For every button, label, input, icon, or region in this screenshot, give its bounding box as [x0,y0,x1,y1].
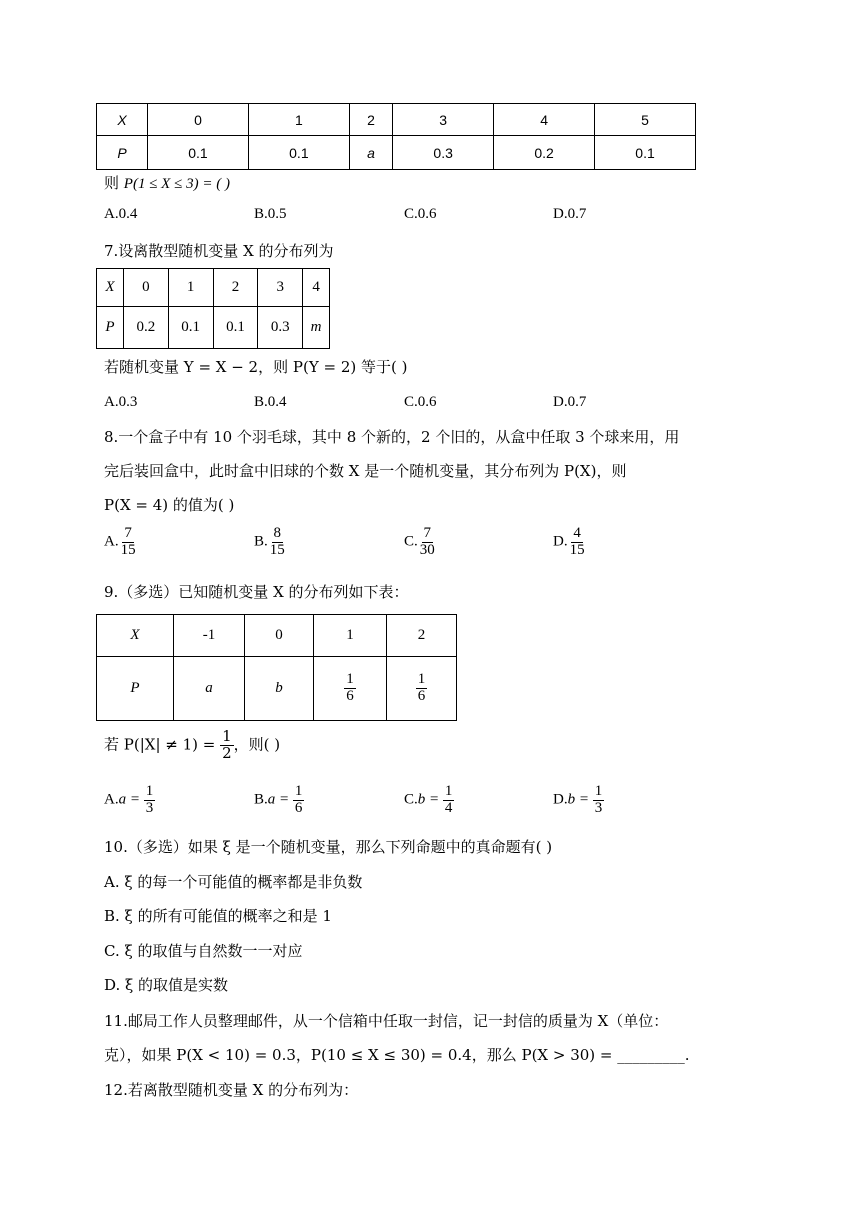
q7-question: 7.设离散型随机变量 X 的分布列为 [104,242,334,260]
numerator: 1 [417,671,426,688]
table3-cell: 0 [245,615,314,657]
table2-cell: 0 [124,269,169,307]
fraction [268,526,287,559]
denominator: 2 [222,743,232,762]
denominator: 6 [417,688,426,704]
q8-line-3: P(X = 4) 的值为( ) [104,496,235,514]
table3-cell: a [174,657,245,721]
numerator: 1 [444,783,453,799]
q8-line-1: 8.一个盒子中有 10 个羽毛球，其中 8 个新的，2 个旧的，从盒中任取 3 个球来用，用 [104,428,680,446]
q6-prompt [104,172,230,193]
q9-option-b [254,784,304,817]
q9-option-a [104,784,155,817]
q7-followup: 若随机变量 Y = X − 2，则 P(Y = 2) 等于( ) [104,358,408,376]
table3-cell: P [97,657,174,721]
option-label: D. [553,791,568,808]
table1-cell: 0.1 [595,136,696,170]
option-label: B. [254,533,268,550]
denominator: 30 [419,541,435,558]
table3-cell [314,657,387,721]
q9-condition-prefix: 若 P(|X| ≠ 1) = [104,735,216,754]
denominator: 15 [569,541,585,558]
q7-option-b: B.0.4 [254,394,287,410]
q8-option-d [553,526,587,559]
table2-cell: 3 [258,269,303,307]
q7-option-c: C.0.6 [404,394,437,410]
option-label: C. [404,533,418,550]
table2-cell: 0.1 [213,307,258,349]
table1-cell: 0 [148,104,249,136]
fraction [144,784,156,817]
table1-cell: a [349,136,392,170]
q10-option-a: A. ξ 的每一个可能值的概率都是非负数 [104,873,363,891]
table1-cell: 5 [595,104,696,136]
table3-cell: 2 [387,615,457,657]
table3-cell: 1 [314,615,387,657]
q6-option-c: C.0.6 [404,206,437,222]
denominator: 3 [145,799,154,816]
q9-condition-suffix: ，则( ) [233,735,281,754]
distribution-table-2 [96,268,330,349]
denominator: 4 [444,799,453,816]
denominator: 6 [346,688,354,704]
fraction [220,729,234,762]
option-label: A. [104,791,119,808]
numerator: 8 [273,525,282,541]
table2-cell: 2 [213,269,258,307]
table2-cell: 4 [303,269,330,307]
table3-cell [387,657,457,721]
option-label: D. [553,533,568,550]
option-variable: a = [118,791,140,808]
denominator: 3 [594,799,603,816]
q7-option-d: D.0.7 [553,394,587,410]
table2-cell: 0.1 [168,307,213,349]
table1-cell: 2 [349,104,392,136]
q7-option-a: A.0.3 [104,394,138,410]
numerator: 1 [222,727,232,745]
q10-option-d: D. ξ 的取值是实数 [104,976,229,994]
denominator: 6 [294,799,303,816]
q12-question: 12.若离散型随机变量 X 的分布列为： [104,1081,359,1099]
fraction [119,526,138,559]
table1-cell: P [97,136,148,170]
table1-cell: 0.1 [248,136,349,170]
option-label: B. [254,791,268,808]
q9-option-c [404,784,454,817]
table2-cell: m [303,307,330,349]
q10-question: 10.（多选）如果 ξ 是一个随机变量，那么下列命题中的真命题有( ) [104,838,553,856]
fraction [568,526,587,559]
table1-cell: X [97,104,148,136]
q6-option-b: B.0.5 [254,206,287,222]
fraction [418,526,437,559]
q6-option-a: A.0.4 [104,206,138,222]
numerator: 1 [145,783,154,799]
q8-option-c [404,526,437,559]
fraction [293,784,305,817]
numerator: 1 [594,783,603,799]
table1-cell: 0.1 [148,136,249,170]
distribution-table-3 [96,614,457,721]
distribution-table-1 [96,103,696,170]
q9-option-d [553,784,604,817]
q10-option-b: B. ξ 的所有可能值的概率之和是 1 [104,907,332,925]
option-variable: b = [417,791,440,808]
q8-line-2: 完后装回盒中，此时盒中旧球的个数 X 是一个随机变量，其分布列为 P(X)，则 [104,462,627,480]
numerator: 7 [423,525,432,541]
table1-cell: 0.2 [494,136,595,170]
q6-option-d: D.0.7 [553,206,587,222]
option-variable: a = [267,791,290,808]
table3-cell: X [97,615,174,657]
table1-cell: 1 [248,104,349,136]
table2-cell: 1 [168,269,213,307]
denominator: 15 [269,541,285,558]
table1-cell: 3 [393,104,494,136]
q11-line-2: 克），如果 P(X < 10) = 0.3，P(10 ≤ X ≤ 30) = 0.4，那么 P(X > 30) = _________. [104,1046,690,1064]
q6-prompt-prefix: 则 [104,174,120,192]
table3-cell: -1 [174,615,245,657]
option-variable: b = [567,791,589,808]
q6-expression: P(1 ≤ X ≤ 3) = ( ) [123,176,230,192]
table3-cell: b [245,657,314,721]
table1-cell: 4 [494,104,595,136]
fraction [593,784,605,817]
q8-option-a [104,526,138,559]
fraction [443,784,455,817]
q9-question: 9.（多选）已知随机变量 X 的分布列如下表： [104,583,409,601]
numerator: 4 [573,525,581,541]
numerator: 1 [294,783,303,799]
q8-option-b [254,526,287,559]
table2-cell: P [97,307,124,349]
numerator: 7 [124,525,132,541]
denominator: 15 [120,541,136,558]
table2-cell: 0.2 [124,307,169,349]
q9-condition [104,729,280,762]
option-label: A. [104,533,119,550]
table2-cell: X [97,269,124,307]
numerator: 1 [346,671,354,688]
q11-line-1: 11.邮局工作人员整理邮件，从一个信箱中任取一封信，记一封信的质量为 X（单位： [104,1012,669,1030]
table2-cell: 0.3 [258,307,303,349]
option-label: C. [404,791,418,808]
table1-cell: 0.3 [393,136,494,170]
fraction [416,672,428,705]
q10-option-c: C. ξ 的取值与自然数一一对应 [104,942,303,960]
fraction [344,672,356,705]
